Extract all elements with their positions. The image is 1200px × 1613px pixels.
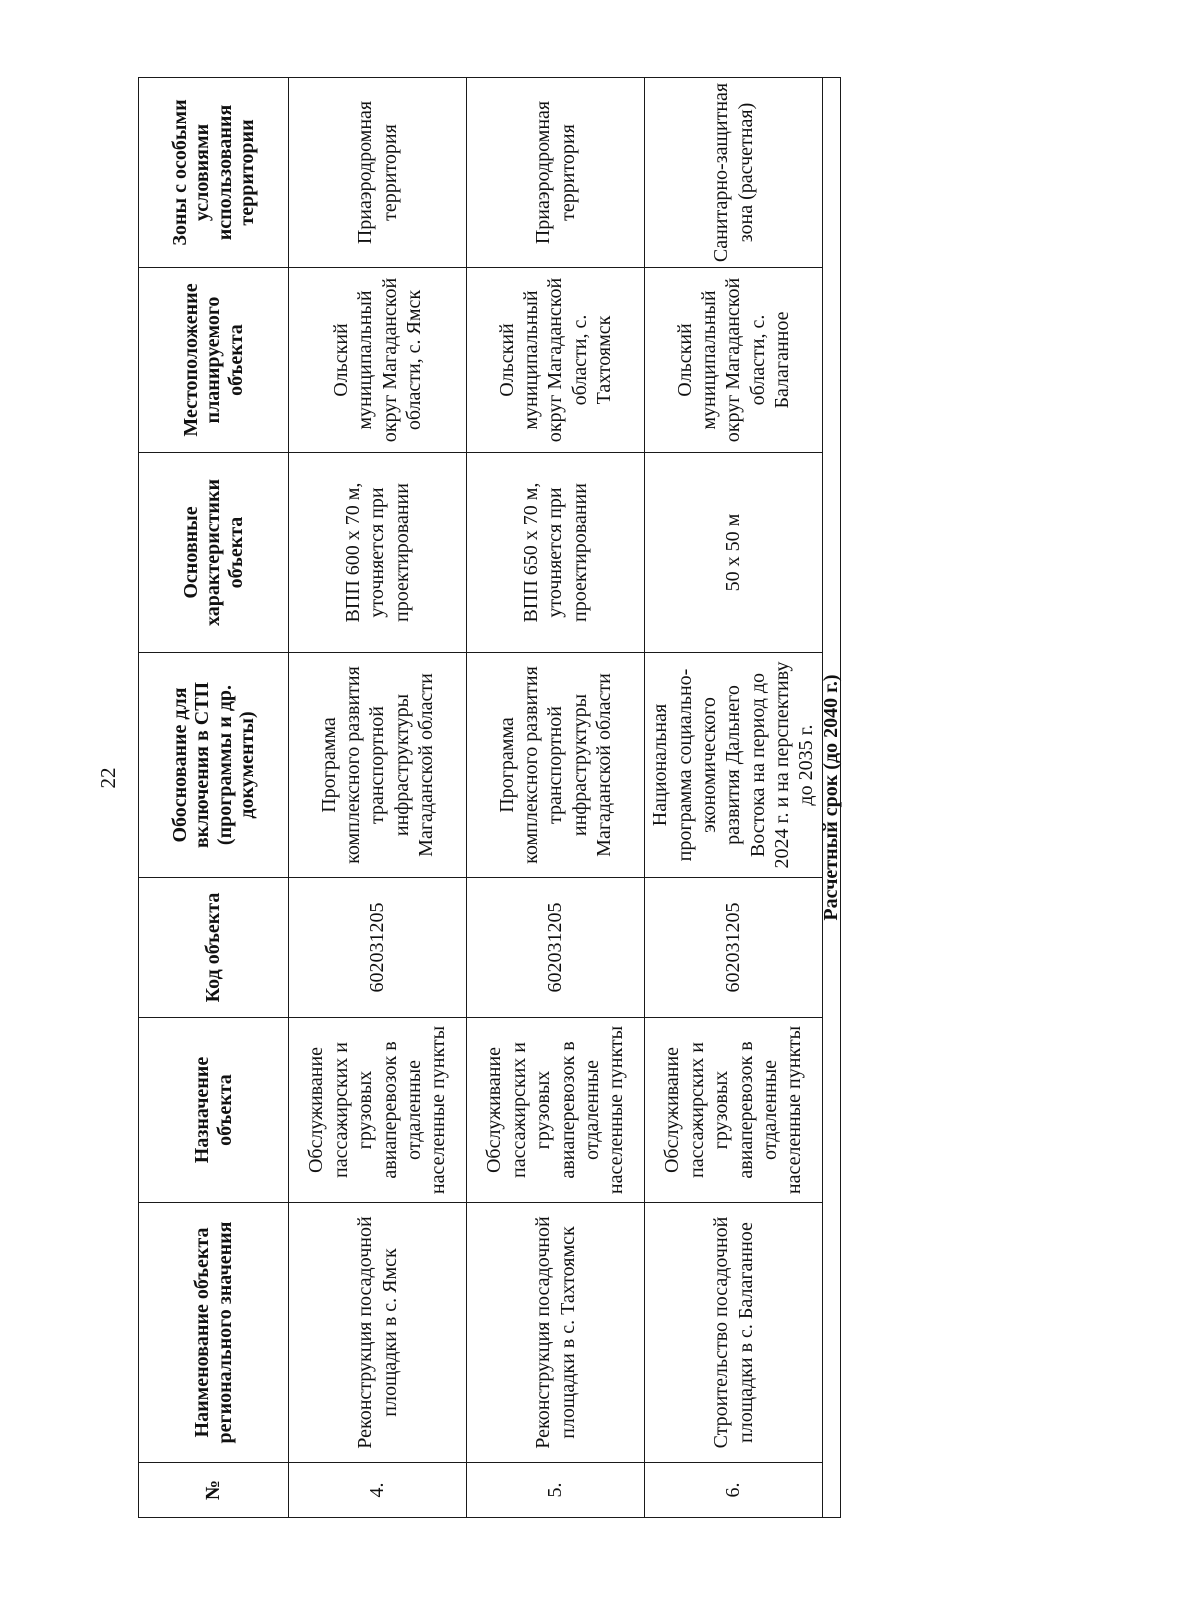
object-characteristics: ВПП 600 х 70 м, уточняется при проектировании [289,453,467,653]
header-purpose: Назначение объекта [139,1018,289,1203]
row-number: 6. [645,1463,823,1518]
header-location: Местоположение планируемого объекта [139,268,289,453]
object-basis: Программа комплексного развития транспортной инфраструктуры Магаданской области [467,653,645,878]
object-zones: Приаэродромная территория [289,78,467,268]
object-name: Реконструкция посадочной площадки в с. Ямск [289,1203,467,1463]
object-code: 602031205 [289,878,467,1018]
row-number: 5. [467,1463,645,1518]
page-number: 22 [96,767,120,789]
object-characteristics: 50 х 50 м [645,453,823,653]
table-header-row [139,78,289,1518]
object-zones: Приаэродромная территория [467,78,645,268]
object-zones: Санитарно-защитная зона (расчетная) [645,78,823,268]
header-number: № [139,1463,289,1518]
object-location: Ольский муниципальный округ Магаданской области, с. Тахтоямск [467,268,645,453]
rotated-table-container [138,78,842,1518]
header-zones: Зоны с особыми условиями использования территории [139,78,289,268]
header-basis: Обоснование для включения в СТП (программы и др. документы) [139,653,289,878]
object-purpose: Обслуживание пассажирских и грузовых авиаперевозок в отдаленные населенные пункты [289,1018,467,1203]
object-location: Ольский муниципальный округ Магаданской области, с. Балаганное [645,268,823,453]
object-purpose: Обслуживание пассажирских и грузовых авиаперевозок в отдаленные населенные пункты [467,1018,645,1203]
header-characteristics: Основные характеристики объекта [139,453,289,653]
header-code: Код объекта [139,878,289,1018]
header-name: Наименование объекта регионального значения [139,1203,289,1463]
period-label: Расчетный срок (до 2040 г.) [823,78,841,1518]
object-characteristics: ВПП 650 х 70 м, уточняется при проектировании [467,453,645,653]
objects-table [138,77,841,1518]
table-row [467,78,645,1518]
object-code: 602031205 [645,878,823,1018]
object-name: Строительство посадочной площадки в с. Балаганное [645,1203,823,1463]
object-purpose: Обслуживание пассажирских и грузовых авиаперевозок в отдаленные населенные пункты [645,1018,823,1203]
object-basis: Программа комплексного развития транспортной инфраструктуры Магаданской области [289,653,467,878]
object-name: Реконструкция посадочной площадки в с. Тахтоямск [467,1203,645,1463]
object-code: 602031205 [467,878,645,1018]
object-location: Ольский муниципальный округ Магаданской области, с. Ямск [289,268,467,453]
table-row [645,78,823,1518]
table-footer-row [823,78,841,1518]
table-row [289,78,467,1518]
row-number: 4. [289,1463,467,1518]
object-basis: Национальная программа социально-экономического развития Дальнего Востока на период до 2024 г. и на перспективу до 2035 г. [645,653,823,878]
